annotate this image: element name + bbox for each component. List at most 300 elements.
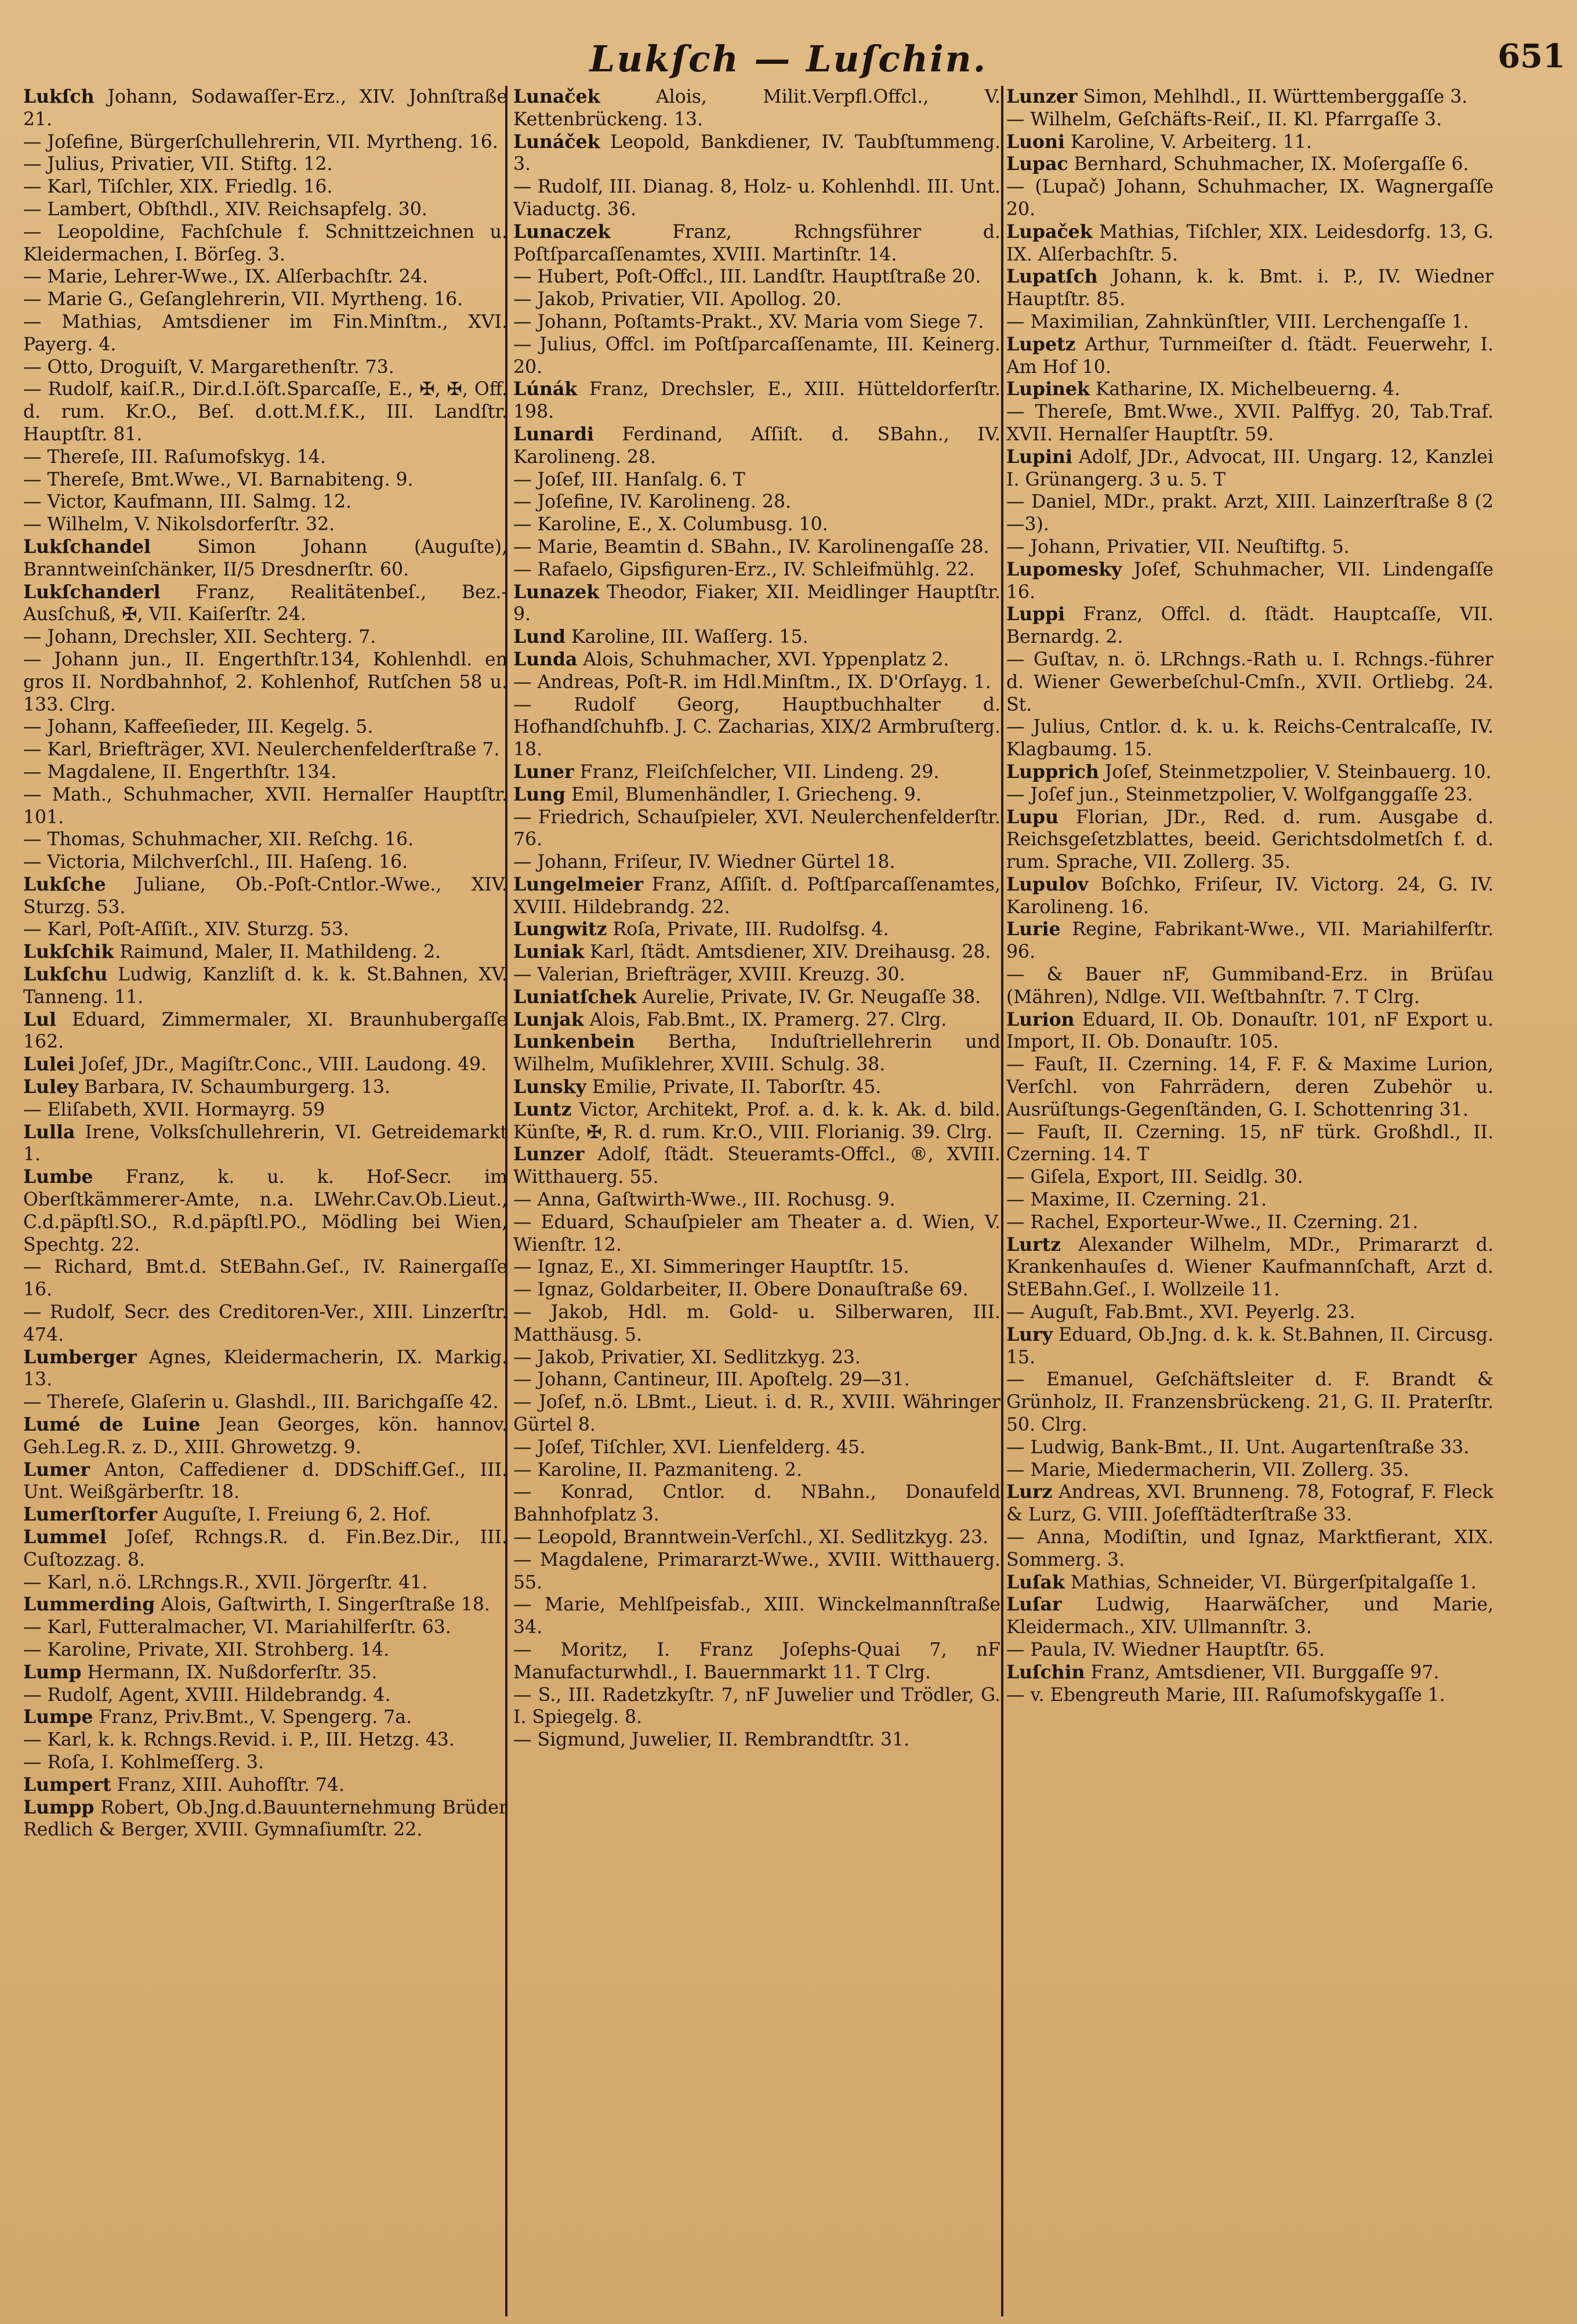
directory-entry (23, 1459, 507, 1504)
directory-entry (23, 288, 507, 311)
entry-details: Franz, Priv.Bmt., V. Spengerg. 7a. (93, 1707, 412, 1728)
directory-entry (1006, 784, 1493, 806)
entry-details: Mathias, Tiſchler, XIX. Leidesdorfg. 13, G. IX. Alſerbachſtr. 5. (1006, 221, 1493, 265)
entry-details: Anton, Caffediener d. DDSchiff.Geſ., III. Unt. Weißgärberſtr. 18. (23, 1459, 507, 1503)
directory-entry (513, 513, 1000, 536)
directory-entry (23, 1346, 507, 1392)
entry-details: — Moritz, I. Franz Joſephs-Quai 7, nF Manufacturwhdl., I. Bauernmarkt 11. T Clrg. (513, 1639, 1000, 1683)
directory-entry (513, 1436, 1000, 1459)
entry-surname: Lunaček (513, 86, 600, 107)
directory-entry (1006, 806, 1493, 874)
directory-entry (513, 469, 1000, 491)
entry-details: — Giſela, Export, III. Seidlg. 30. (1006, 1167, 1303, 1188)
entry-details: — Sigmund, Juwelier, II. Rembrandtſtr. 31. (513, 1729, 910, 1751)
entry-details: — Rachel, Exporteur-Wwe., II. Czerning. 21. (1006, 1211, 1419, 1233)
entry-details: Ludwig, Haarwäſcher, und Marie, Kleidermach., XIV. Ullmannſtr. 3. (1006, 1594, 1493, 1638)
entry-details: Eduard, II. Ob. Donauſtr. 101, nF Export u. Import, II. Ob. Donauſtr. 105. (1006, 1009, 1493, 1053)
entry-surname: Lund (513, 626, 565, 648)
directory-entry (23, 198, 507, 221)
directory-entry (23, 491, 507, 513)
entry-surname: Luley (23, 1076, 79, 1098)
entry-surname: Lupprich (1006, 761, 1099, 783)
directory-entry (1006, 1436, 1493, 1459)
directory-entry (23, 1774, 507, 1797)
entry-surname: Lumer (23, 1458, 90, 1480)
entry-surname: Lulla (23, 1121, 75, 1143)
directory-entry (23, 964, 507, 1009)
entry-details: Raimund, Maler, II. Mathildeng. 2. (114, 942, 441, 963)
entry-details: Leopold, Bankdiener, IV. Taubſtummeng. 3. (513, 131, 1000, 175)
entry-details: Jean Georges, kön. hannov. Geh.Leg.R. z. D., XIII. Ghrowetzg. 9. (23, 1414, 507, 1458)
entry-surname: Lukſche (23, 873, 106, 895)
directory-entry (1006, 1369, 1493, 1436)
directory-entry (23, 1639, 507, 1661)
entry-details: — Rudolf Georg, Hauptbuchhalter d. Hofhandſchuhfb. J. C. Zacharias, XIX/2 Armbruſterg. 18. (513, 694, 1000, 761)
entry-details: Alexander Wilhelm, MDr., Primararzt d. Krankenhauſes d. Wiener Kaufmannſchaft, Arzt d. StEBahn.Geſ., I. Wollzeile 11. (1006, 1234, 1493, 1301)
entry-details: — Jakob, Privatier, VII. Apollog. 20. (513, 289, 842, 310)
directory-entry (23, 874, 507, 919)
directory-entry (23, 153, 507, 176)
entry-surname: Lumpp (23, 1796, 95, 1818)
entry-surname: Lungelmeier (513, 873, 643, 895)
directory-entry (1006, 221, 1493, 266)
entry-details: — Johann, Privatier, VII. Neuſtiftg. 5. (1006, 536, 1350, 558)
directory-entry (23, 761, 507, 784)
directory-entry (1006, 1301, 1493, 1324)
entry-details: Regine, Fabrikant-Wwe., VII. Mariahilferſtr. 96. (1006, 919, 1493, 963)
entry-surname: Lul (23, 1008, 57, 1030)
entry-details: — Joſef jun., Steinmetzpolier, V. Wolfganggaſſe 23. (1006, 784, 1473, 805)
entry-details: — Rudolf, Agent, XVIII. Hildebrandg. 4. (23, 1684, 391, 1706)
page-header (0, 12, 1577, 87)
entry-details: Ferdinand, Aſſiſt. d. SBahn., IV. Karolineng. 28. (513, 423, 1000, 468)
directory-entry (513, 1526, 1000, 1549)
entry-details: — Rudolf, kaiſ.R., Dir.d.I.öſt.Sparcaſſe, E., ✠, ✠, Off. d. rum. Kr.O., Beſ. d.ott.M.f.K., III. Landſtr. Hauptſtr. 81. (23, 379, 507, 445)
entry-details: — Mathias, Amtsdiener im Fin.Minſtm., XVI. Payerg. 4. (23, 311, 507, 355)
entry-details: Franz, Drechsler, E., XIII. Hütteldorferſtr. 198. (513, 379, 1000, 423)
directory-entry (513, 1256, 1000, 1279)
entry-details: — (Lupač) Johann, Schuhmacher, IX. Wagnergaſſe 20. (1006, 176, 1493, 220)
entry-surname: Luoni (1006, 131, 1065, 153)
entry-details: Robert, Ob.Jng.d.Bauunternehmung Brüder Redlich & Berger, XVIII. Gymnaſiumſtr. 22. (23, 1797, 507, 1841)
directory-entry (23, 513, 507, 536)
directory-entry (513, 266, 1000, 288)
entry-details: Emil, Blumenhändler, I. Griecheng. 9. (565, 784, 922, 805)
directory-entry (1006, 153, 1493, 176)
entry-details: — Anna, Modiſtin, und Ignaz, Marktfierant, XIX. Sommerg. 3. (1006, 1527, 1493, 1570)
entry-surname: Lury (1006, 1323, 1053, 1345)
directory-entry (1006, 1639, 1493, 1661)
entry-details: — Leopoldine, Fachſchule f. Schnittzeichnen u. Kleidermachen, I. Börſeg. 3. (23, 221, 507, 265)
directory-entry (1006, 266, 1493, 311)
directory-entry (23, 1706, 507, 1729)
entry-details: Franz, Amtsdiener, VII. Burggaſſe 97. (1085, 1661, 1440, 1683)
entry-details: — Friedrich, Schauſpieler, XVI. Neulerchenfelderſtr. 76. (513, 806, 1000, 850)
entry-details: Andreas, XVI. Brunneng. 78, Fotograf, F. Fleck & Lurz, G. VIII. Joſefſtädterſtraße 33. (1006, 1482, 1493, 1526)
directory-entry (23, 266, 507, 288)
entry-details: Simon Johann (Auguſte), Branntweinſchänker, II/5 Dresdnerſtr. 60. (23, 536, 507, 580)
directory-entry (513, 1031, 1000, 1076)
entry-details: — Joſef, III. Hanſalg. 6. T (513, 469, 745, 490)
directory-entry (513, 1639, 1000, 1684)
directory-entry (23, 784, 507, 829)
directory-entry (1006, 1459, 1493, 1482)
entry-details: — Thereſe, Bmt.Wwe., VI. Barnabiteng. 9. (23, 469, 414, 490)
directory-entry (513, 851, 1000, 874)
entry-details: Aurelie, Private, IV. Gr. Neugaſſe 38. (636, 986, 981, 1008)
entry-details: Franz, Realitätenbeſ., Bez.-Ausſchuß, ✠, VII. Kaiſerſtr. 24. (23, 581, 507, 625)
entry-details: — Valerian, Briefträger, XVIII. Kreuzg. 30. (513, 964, 905, 986)
entry-details: Florian, JDr., Red. d. rum. Ausgabe d. Reichsgeſetzblattes, beeid. Gerichtsdolmetſch f. d. rum. Sprache, VII. Zollerg. 35. (1006, 806, 1493, 873)
column-3 (1006, 86, 1493, 2319)
directory-entry (1006, 761, 1493, 784)
directory-entry (1006, 1324, 1493, 1369)
directory-entry (513, 1369, 1000, 1391)
directory-entry (513, 581, 1000, 627)
directory-entry (1006, 176, 1493, 221)
entry-surname: Lukſch (23, 86, 95, 107)
directory-entry (513, 1346, 1000, 1369)
entry-details: — Thereſe, Glaſerin u. Glashdl., III. Barichgaſſe 42. (23, 1392, 499, 1413)
entry-surname: Luniatſchek (513, 986, 637, 1008)
entry-details: — Johann, Kaffeeſieder, III. Kegelg. 5. (23, 716, 374, 738)
entry-details: Franz, XIII. Auhofſtr. 74. (111, 1774, 345, 1796)
entry-details: Alois, Gaſtwirth, I. Singerſtraße 18. (155, 1594, 490, 1616)
entry-details: — Victoria, Milchverſchl., III. Haſeng. 16. (23, 852, 408, 873)
entry-details: Johann, k. k. Bmt. i. P., IV. Wiedner Hauptſtr. 85. (1006, 266, 1493, 310)
entry-details: Arthur, Turnmeiſter d. ſtädt. Feuerwehr, I. Am Hof 10. (1006, 334, 1493, 378)
directory-entry (23, 1572, 507, 1594)
entry-surname: Lunda (513, 648, 578, 670)
entry-surname: Lupinek (1006, 378, 1090, 400)
entry-details: — Andreas, Poſt-R. im Hdl.Minſtm., IX. D'Orſayg. 1. (513, 671, 991, 693)
entry-surname: Lukſchu (23, 964, 108, 986)
entry-surname: Lunzer (513, 1143, 585, 1165)
entry-details: — Marie, Beamtin d. SBahn., IV. Karolinengaſſe 28. (513, 536, 989, 558)
directory-entry (23, 1009, 507, 1054)
page-title: Lukſch — Luſchin. (589, 38, 988, 80)
entry-surname: Lunazek (513, 581, 600, 603)
entry-details: — & Bauer nF, Gummiband-Erz. in Brüſau (Mähren), Ndlge. VII. Weſtbahnſtr. 7. T Clrg. (1006, 964, 1493, 1008)
directory-entry (23, 1729, 507, 1751)
directory-entry (513, 671, 1000, 694)
entry-details: — Anna, Gaſtwirth-Wwe., III. Rochusg. 9. (513, 1189, 896, 1211)
directory-entry (513, 941, 1000, 964)
directory-entry (1006, 1661, 1493, 1684)
entry-details: — Ignaz, Goldarbeiter, II. Obere Donauſtraße 69. (513, 1279, 969, 1301)
entry-details: Juliane, Ob.-Poſt-Cntlor.-Wwe., XIV. Sturzg. 53. (23, 874, 507, 918)
directory-entry (1006, 131, 1493, 154)
directory-entry (1006, 964, 1493, 1009)
entry-details: Irene, Volksſchullehrerin, VI. Getreidemarkt 1. (23, 1121, 507, 1165)
directory-entry (513, 918, 1000, 941)
entry-details: — Marie, Mehlſpeisfab., XIII. Winckelmannſtraße 34. (513, 1594, 1000, 1638)
entry-surname: Lúnák (513, 378, 578, 400)
directory-entry (513, 1279, 1000, 1301)
directory-entry (513, 1009, 1000, 1031)
directory-entry (513, 131, 1000, 176)
entry-surname: Lumbe (23, 1166, 93, 1188)
entry-surname: Lupulov (1006, 873, 1089, 895)
entry-details: — Fauſt, II. Czerning. 14, F. F. & Maxime Lurion, Verſchl. von Fahrrädern, deren Zubehör u. Ausrüſtungs-Gegenſtänden, G. I. Schottenring 31. (1006, 1054, 1493, 1120)
directory-entry (23, 131, 507, 154)
directory-entry (513, 1211, 1000, 1257)
entry-surname: Luntz (513, 1098, 572, 1120)
directory-entry (23, 1301, 507, 1346)
directory-entry (23, 536, 507, 581)
directory-entry (23, 1797, 507, 1842)
entry-details: — Auguſt, Fab.Bmt., XVI. Peyerlg. 23. (1006, 1302, 1355, 1323)
directory-entry (513, 1481, 1000, 1526)
entry-surname: Lupini (1006, 446, 1072, 468)
entry-details: — Leopold, Branntwein-Verſchl., XI. Sedlitzkyg. 23. (513, 1527, 989, 1548)
directory-entry (23, 1391, 507, 1414)
directory-entry (23, 851, 507, 874)
directory-entry (513, 1301, 1000, 1346)
directory-entry (513, 536, 1000, 559)
entry-details: — Marie, Miedermacherin, VII. Zollerg. 35. (1006, 1459, 1409, 1480)
directory-entry (513, 288, 1000, 311)
entry-details: Barbara, IV. Schaumburgerg. 13. (78, 1077, 390, 1098)
entry-details: Joſef, JDr., Magiſtr.Conc., VIII. Laudong. 49. (75, 1054, 487, 1076)
directory-entry (513, 649, 1000, 671)
entry-surname: Lunsky (513, 1076, 586, 1098)
entry-details: — S., III. Radetzkyſtr. 7, nF Juwelier und Trödler, G. I. Spiegelg. 8. (513, 1684, 1000, 1728)
entry-details: — Joſefine, Bürgerſchullehrerin, VII. Myrtheng. 16. (23, 131, 498, 153)
directory-entry (1006, 86, 1493, 108)
entry-details: Ludwig, Kanzliſt d. k. k. St.Bahnen, XV. Tanneng. 11. (23, 964, 507, 1008)
directory-entry (1006, 716, 1493, 761)
directory-entry (513, 1391, 1000, 1436)
entry-details: — Johann, Cantineur, III. Apoſtelg. 29—31. (513, 1369, 910, 1391)
entry-details: — Rafaelo, Gipsfiguren-Erz., IV. Schleifmühlg. 22. (513, 559, 975, 580)
entry-details: Simon, Mehlhdl., II. Württemberggaſſe 3. (1077, 86, 1468, 107)
entry-surname: Lurie (1006, 918, 1061, 940)
entry-details: — Daniel, MDr., prakt. Arzt, XIII. Lainzerſtraße 8 (2—3). (1006, 491, 1493, 535)
entry-details: — Rudolf, Secr. des Creditoren-Ver., XIII. Linzerſtr. 474. (23, 1302, 507, 1345)
entry-details: — Karoline, E., X. Columbusg. 10. (513, 514, 828, 535)
directory-entry (513, 784, 1000, 806)
directory-entry (513, 491, 1000, 513)
directory-entry (1006, 1189, 1493, 1211)
directory-entry (23, 716, 507, 739)
directory-entry (513, 1729, 1000, 1751)
entry-surname: Lupomesky (1006, 558, 1122, 580)
page-number: 651 (1498, 37, 1565, 75)
entry-details: — Victor, Kaufmann, III. Salmg. 12. (23, 491, 352, 513)
directory-entry (23, 1054, 507, 1076)
entry-surname: Lupu (1006, 806, 1058, 828)
directory-entry (23, 1661, 507, 1684)
entry-surname: Lunardi (513, 423, 594, 445)
entry-details: Boſchko, Friſeur, IV. Victorg. 24, G. IV. Karolineng. 16. (1006, 874, 1493, 918)
directory-entry (23, 828, 507, 851)
entry-details: Franz, Fleiſchſelcher, VII. Lindeng. 29. (574, 761, 940, 783)
directory-entry (23, 176, 507, 198)
entry-surname: Lumerſtorfer (23, 1504, 157, 1526)
directory-entry (513, 378, 1000, 423)
entry-details: Franz, Aſſiſt. d. Poſtſparcaſſenamtes, XVIII. Hildebrandg. 22. (513, 874, 1000, 918)
entry-surname: Lurion (1006, 1008, 1075, 1030)
entry-details: — Maxime, II. Czerning. 21. (1006, 1189, 1267, 1211)
directory-entry (513, 806, 1000, 852)
entry-details: — v. Ebengreuth Marie, III. Raſumofskygaſſe 1. (1006, 1684, 1445, 1706)
directory-entry (1006, 536, 1493, 559)
directory-entry (23, 356, 507, 379)
directory-entry (1006, 1481, 1493, 1526)
entry-details: Karl, ſtädt. Amtsdiener, XIV. Dreihausg. 28. (584, 942, 991, 963)
entry-details: — Julius, Cntlor. d. k. u. k. Reichs-Centralcaſſe, IV. Klagbaumg. 15. (1006, 716, 1493, 761)
directory-entry (23, 1751, 507, 1774)
entry-surname: Lunzer (1006, 86, 1078, 107)
entry-details: — Roſa, I. Kohlmeſſerg. 3. (23, 1751, 264, 1773)
entry-details: Hermann, IX. Nußdorferſtr. 35. (81, 1661, 378, 1683)
entry-details: — Ignaz, E., XI. Simmeringer Hauptſtr. 15. (513, 1257, 909, 1278)
directory-entry (1006, 1166, 1493, 1189)
entry-details: — Karl, Poſt-Aſſiſt., XIV. Sturzg. 53. (23, 919, 349, 940)
entry-surname: Lumpe (23, 1706, 93, 1728)
entry-surname: Lukſchik (23, 941, 114, 963)
entry-details: — Joſef, Tiſchler, XVI. Lienfelderg. 45. (513, 1436, 866, 1458)
entry-details: Eduard, Ob.Jng. d. k. k. St.Bahnen, II. Circusg. 15. (1006, 1324, 1493, 1368)
entry-details: Bertha, Induſtriellehrerin und Wilhelm, Muſiklehrer, XVIII. Schulg. 38. (513, 1031, 1000, 1076)
entry-details: Alois, Schuhmacher, XVI. Yppenplatz 2. (577, 649, 949, 670)
directory-entry (513, 1549, 1000, 1594)
entry-details: Bernhard, Schuhmacher, IX. Moſergaſſe 6. (1068, 154, 1469, 175)
directory-entry (23, 311, 507, 356)
entry-surname: Lukſchandel (23, 535, 151, 558)
directory-entry (513, 1594, 1000, 1639)
directory-entry (23, 1414, 507, 1459)
entry-details: Auguſte, I. Freiung 6, 2. Hof. (157, 1504, 432, 1526)
entry-details: — Eduard, Schauſpieler am Theater a. d. Wien, V. Wienſtr. 12. (513, 1211, 1000, 1255)
entry-details: Eduard, Zimmermaler, XI. Braunhubergaſſe 162. (23, 1009, 507, 1053)
directory-entry (1006, 1054, 1493, 1121)
entry-details: — Marie, Lehrer-Wwe., IX. Alſerbachſtr. 24. (23, 266, 428, 288)
entry-details: — Richard, Bmt.d. StEBahn.Geſ., IV. Rainergaſſe 16. (23, 1257, 507, 1301)
directory-entry (1006, 401, 1493, 446)
directory-entry (1006, 1234, 1493, 1301)
entry-surname: Lunáček (513, 131, 600, 153)
entry-details: — Karl, Futteralmacher, VI. Mariahilferſtr. 63. (23, 1617, 451, 1638)
entry-surname: Lupatſch (1006, 266, 1098, 288)
directory-entry (1006, 559, 1493, 604)
directory-entry (23, 941, 507, 964)
entry-details: Roſa, Private, III. Rudolfsg. 4. (607, 919, 889, 940)
directory-entry (1006, 1211, 1493, 1234)
entry-surname: Luner (513, 761, 574, 783)
entry-surname: Lungwitz (513, 918, 607, 940)
directory-entry (23, 1166, 507, 1256)
entry-details: Theodor, Fiaker, XII. Meidlinger Hauptſtr. 9. (513, 581, 1000, 625)
directory-entry (23, 86, 507, 131)
directory-entry (1006, 603, 1493, 649)
directory-entry (23, 1076, 507, 1099)
entry-details: — Emanuel, Geſchäftsleiter d. F. Brandt & Grünholz, II. Franzensbrückeng. 21, G. II. Praterſtr. 50. Clrg. (1006, 1369, 1493, 1436)
entry-surname: Lupetz (1006, 333, 1076, 355)
entry-surname: Luſar (1006, 1594, 1062, 1616)
directory-entry (23, 378, 507, 446)
entry-surname: Lung (513, 783, 565, 805)
entry-details: — Thomas, Schuhmacher, XII. Reſchg. 16. (23, 829, 414, 850)
entry-details: — Thereſe, III. Raſumofskyg. 14. (23, 446, 326, 468)
directory-entry (1006, 1121, 1493, 1167)
entry-details: Agnes, Kleidermacherin, IX. Markig. 13. (23, 1346, 507, 1391)
directory-entry (23, 446, 507, 469)
directory-entry (1006, 1009, 1493, 1054)
entry-details: — Math., Schuhmacher, XVII. Hernalſer Hauptſtr. 101. (23, 784, 507, 828)
entry-surname: Lurtz (1006, 1233, 1061, 1255)
entry-surname: Luſak (1006, 1571, 1065, 1593)
entry-details: Franz, Offcl. d. ſtädt. Hauptcaſſe, VII. Bernardg. 2. (1006, 604, 1493, 648)
entry-details: Katharine, IX. Michelbeuerng. 4. (1089, 379, 1401, 400)
entry-details: — Johann jun., II. Engerthſtr.134, Kohlenhdl. en gros II. Nordbahnhof, 2. Kohlenhof, Rutſchen 58 u. 133. Clrg. (23, 649, 507, 715)
entry-details: — Karoline, Private, XII. Strohberg. 14. (23, 1639, 390, 1660)
directory-entry (1006, 108, 1493, 131)
directory-entry (1006, 491, 1493, 536)
entry-details: — Paula, IV. Wiedner Hauptſtr. 65. (1006, 1639, 1325, 1660)
directory-entry (23, 1121, 507, 1167)
directory-entry (23, 1616, 507, 1639)
entry-details: Karoline, III. Waſſerg. 15. (565, 627, 809, 648)
directory-entry (1006, 446, 1493, 491)
entry-details: Johann, Sodawaſſer-Erz., XIV. Johnſtraße 21. (23, 86, 507, 130)
directory-entry (513, 761, 1000, 784)
column-2 (513, 86, 1000, 2319)
directory-entry (513, 1143, 1000, 1189)
entry-details: — Maximilian, Zahnkünſtler, VIII. Lerchengaſſe 1. (1006, 311, 1469, 332)
directory-entry (513, 1076, 1000, 1099)
entry-details: — Karoline, II. Pazmaniteng. 2. (513, 1459, 802, 1480)
entry-surname: Lummerding (23, 1594, 155, 1616)
entry-surname: Luſchin (1006, 1661, 1085, 1683)
directory-entry (513, 334, 1000, 379)
directory-entry (1006, 311, 1493, 334)
entry-details: Alois, Milit.Verpfl.Offcl., V. Kettenbrückeng. 13. (513, 86, 1000, 130)
entry-details: Mathias, Schneider, VI. Bürgerſpitalgaſſe 1. (1064, 1572, 1477, 1593)
entry-details: — Fauſt, II. Czerning. 15, nF türk. Großhdl., II. Czerning. 14. T (1006, 1121, 1493, 1165)
directory-entry (1006, 1594, 1493, 1639)
entry-details: — Julius, Offcl. im Poſtſparcaſſenamte, III. Keinerg. 20. (513, 334, 1000, 378)
entry-details: — Ludwig, Bank-Bmt., II. Unt. Augartenſtraße 33. (1006, 1436, 1470, 1458)
directory-entry (23, 469, 507, 491)
directory-entry (513, 694, 1000, 761)
directory-entry (513, 1099, 1000, 1144)
entry-surname: Lunaczek (513, 220, 611, 242)
entry-surname: Lumé de Luine (23, 1414, 201, 1436)
directory-entry (23, 1526, 507, 1572)
entry-surname: Lump (23, 1661, 82, 1683)
entry-details: Alois, Fab.Bmt., IX. Pramerg. 27. Clrg. (583, 1009, 947, 1030)
directory-entry (1006, 649, 1493, 716)
directory-entry (513, 1684, 1000, 1729)
directory-entry (1006, 378, 1493, 401)
entry-details: Joſef, Steinmetzpolier, V. Steinbauerg. 10. (1099, 761, 1492, 783)
directory-entry (23, 221, 507, 266)
entry-details: Franz, Rchngsführer d. Poſtſparcaſſenamtes, XVIII. Martinſtr. 14. (513, 221, 1000, 265)
entry-surname: Lupaček (1006, 220, 1093, 242)
directory-entry (23, 739, 507, 761)
entry-surname: Lunjak (513, 1008, 584, 1030)
entry-surname: Luniak (513, 941, 585, 963)
entry-details: — Joſefine, IV. Karolineng. 28. (513, 491, 792, 513)
directory-entry (513, 964, 1000, 986)
directory-entry (1006, 1526, 1493, 1572)
directory-entry (513, 559, 1000, 581)
entry-details: — Joſef, n.ö. LBmt., Lieut. i. d. R., XVIII. Währinger Gürtel 8. (513, 1392, 1000, 1436)
entry-details: — Jakob, Hdl. m. Gold- u. Silberwaren, III. Matthäusg. 5. (513, 1302, 1000, 1345)
entry-details: Emilie, Private, II. Taborſtr. 45. (586, 1077, 882, 1098)
